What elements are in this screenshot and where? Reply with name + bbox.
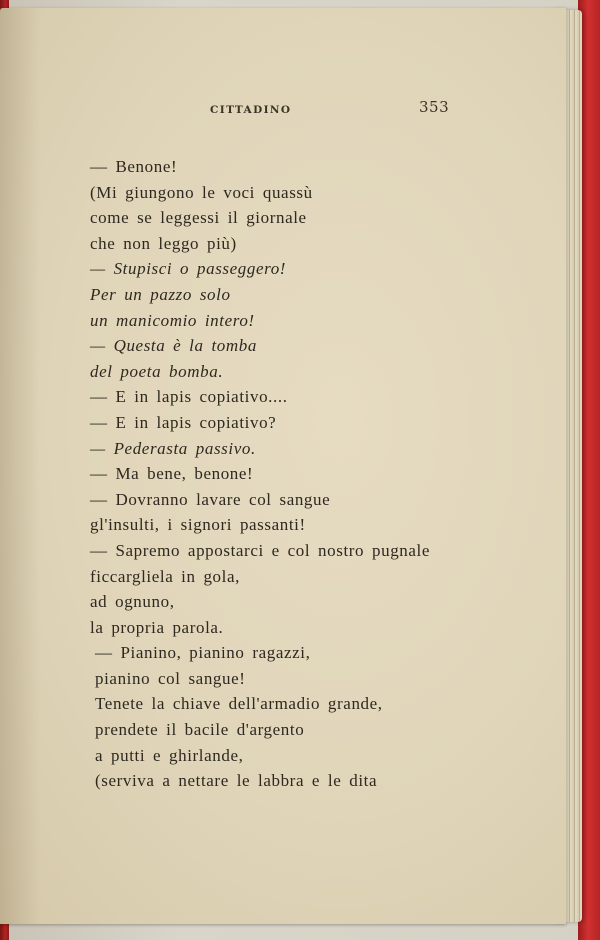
poem-line: come se leggessi il giornale [90, 208, 307, 228]
poem-line: — Questa è la tomba [90, 336, 257, 356]
poem-line: (serviva a nettare le labbra e le dita [95, 771, 378, 791]
poem-line: prendete il bacile d'argento [95, 720, 305, 740]
poem-line: Per un pazzo solo [90, 284, 231, 304]
poem-text [90, 154, 490, 794]
poem-line: a putti e ghirlande, [95, 745, 244, 765]
poem-line: — Benone! [90, 157, 178, 176]
poem-line: un manicomio intero! [90, 310, 255, 330]
poem-line: — Stupisci o passeggero! [90, 259, 287, 279]
poem-line: ad ognuno, [90, 592, 175, 612]
page-number: 353 [419, 98, 450, 116]
poem-line: ficcargliela in gola, [90, 566, 240, 586]
poem-line: gl'insulti, i signori passanti! [90, 515, 306, 535]
poem-line: — Pederasta passivo. [90, 438, 256, 458]
poem-line: — Dovranno lavare col sangue [90, 489, 331, 509]
poem-line: — Sapremo appostarci e col nostro pugnale [90, 540, 431, 560]
poem-line: del poeta bomba. [90, 361, 224, 381]
poem-line: che non leggo più) [90, 233, 237, 253]
poem-line: pianino col sangue! [95, 668, 246, 688]
poem-line: — E in lapis copiativo? [90, 412, 277, 432]
poem-line: (Mi giungono le voci quassù [90, 182, 313, 202]
poem-line: — Pianino, pianino ragazzi, [95, 643, 311, 663]
poem-line: — E in lapis copiativo.... [90, 387, 288, 407]
poem-line: Tenete la chiave dell'armadio grande, [95, 694, 383, 714]
running-title: CITTADINO [210, 104, 292, 116]
poem-line: la propria parola. [90, 617, 224, 637]
poem-line: — Ma bene, benone! [90, 464, 254, 484]
book-page [0, 8, 566, 924]
gutter-shadow [0, 8, 40, 924]
